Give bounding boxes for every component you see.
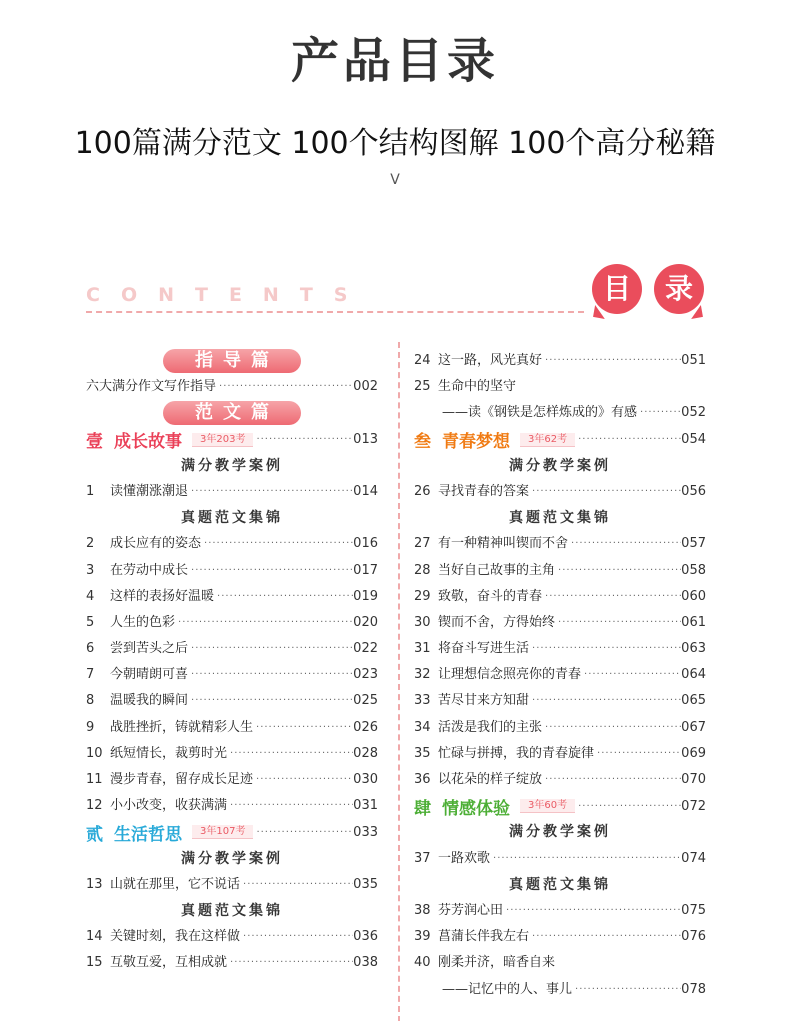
toc-title: 苦尽甘来方知甜: [438, 693, 530, 709]
section-heading: 真题范文集锦: [509, 510, 611, 527]
toc-page: 067: [681, 719, 706, 735]
toc-title: 这一路，风光真好: [438, 353, 543, 368]
toc-number: 8: [86, 693, 95, 709]
dot-leader: [529, 479, 681, 505]
toc-number: 1: [86, 483, 95, 499]
toc-title: 芬芳润心田: [438, 902, 504, 918]
toc-title: 忙碌与拼搏，我的青春旋律: [438, 745, 595, 761]
toc-number: 32: [414, 667, 431, 683]
dot-leader: [240, 924, 353, 950]
dot-leader: [529, 924, 681, 950]
toc-title: 战胜挫折，铸就精彩人生: [110, 719, 254, 735]
toc-number: 29: [414, 588, 431, 604]
toc-number: 37: [414, 850, 431, 866]
pill-row: [86, 348, 378, 374]
chapter-number: 叁: [414, 432, 431, 453]
dot-leader: [568, 531, 681, 557]
section-heading: 满分教学案例: [509, 824, 611, 841]
toc-page: 060: [681, 588, 706, 604]
chapter-badge: 3年203考: [192, 433, 253, 447]
toc-entry[interactable]: [414, 898, 706, 924]
toc-page: 074: [681, 850, 706, 866]
toc-page: 023: [353, 667, 378, 683]
chapter-number: 肆: [414, 798, 431, 819]
toc-entry-continuation[interactable]: [414, 977, 706, 1003]
toc-title: 一路欢歌: [438, 850, 491, 866]
toc-entry[interactable]: [414, 636, 706, 662]
bubble-lu-text: 录: [664, 272, 693, 305]
toc-number: 13: [86, 876, 103, 892]
dot-leader: [227, 741, 353, 767]
dot-leader: [253, 715, 353, 741]
toc-entry[interactable]: [86, 531, 378, 557]
toc-number: 10: [86, 745, 103, 761]
dot-leader: [572, 977, 681, 1003]
toc-entry[interactable]: [86, 584, 378, 610]
toc-page: 028: [353, 745, 378, 761]
toc-page: 033: [353, 824, 378, 840]
page-title: [285, 30, 505, 92]
dot-leader: [216, 374, 353, 400]
toc-number: 9: [86, 719, 95, 735]
toc-entry[interactable]: [86, 479, 378, 505]
toc-page: 020: [353, 614, 378, 630]
toc-page: 056: [681, 483, 706, 499]
toc-number: 26: [414, 483, 431, 499]
toc-page: 051: [681, 353, 706, 368]
chapter-number: 贰: [86, 824, 103, 845]
toc-title: 以花朵的样子绽放: [438, 772, 543, 787]
chapter-title: 生活哲思: [114, 824, 182, 845]
chapter-heading[interactable]: [414, 427, 706, 453]
toc-entry[interactable]: [414, 767, 706, 793]
bubble-mu-text: 目: [602, 272, 631, 305]
toc-title: 今朝晴朗可喜: [110, 667, 189, 683]
toc-list: [414, 531, 706, 793]
dot-leader: [175, 610, 353, 636]
toc-title: ——记忆中的人、事儿: [442, 981, 573, 997]
toc-number: 4: [86, 588, 95, 604]
toc-entry[interactable]: [414, 348, 706, 374]
chapter-heading[interactable]: [86, 427, 378, 453]
toc-title: 温暖我的瞬间: [110, 693, 189, 709]
toc-page: 052: [681, 405, 706, 421]
toc-number: 28: [414, 562, 431, 578]
toc-title: 菖蒲长伴我左右: [438, 929, 530, 945]
toc-page: 036: [353, 929, 378, 945]
toc-entry[interactable]: [86, 767, 378, 793]
toc-entry-continuation[interactable]: [414, 400, 706, 426]
toc-entry[interactable]: [414, 374, 706, 400]
toc-number: 2: [86, 536, 95, 552]
toc-entry[interactable]: [86, 636, 378, 662]
toc-page: 063: [681, 641, 706, 657]
toc-page: 038: [353, 955, 378, 971]
toc-title: 有一种精神叫锲而不舍: [438, 536, 569, 552]
dot-leader: [253, 827, 353, 838]
toc-entry[interactable]: [414, 558, 706, 584]
bubble-tail: [593, 305, 607, 319]
speech-bubble-lu: [654, 264, 704, 314]
toc-number: 15: [86, 955, 103, 971]
toc-page: 016: [353, 536, 378, 552]
toc-title: 关键时刻，我在这样做: [110, 929, 241, 945]
toc-entry[interactable]: [86, 793, 378, 819]
chapter-heading[interactable]: [414, 793, 706, 819]
chapter-badge: 3年107考: [192, 825, 253, 839]
dot-leader: [529, 636, 681, 662]
toc-page: 030: [353, 772, 378, 787]
toc-title: 六大满分作文写作指导: [86, 379, 217, 395]
page-title-text: 产品目录: [290, 33, 499, 89]
dot-leader: [555, 610, 681, 636]
toc-title: 刚柔并济，暗香自来: [438, 955, 556, 971]
bubble-tail: [689, 305, 703, 319]
toc-entry[interactable]: [86, 558, 378, 584]
toc-entry[interactable]: [414, 924, 706, 950]
dot-leader: [503, 898, 681, 924]
toc-number: 40: [414, 955, 431, 971]
dot-leader: [188, 662, 353, 688]
dot-leader: [575, 434, 681, 445]
toc-page: 014: [353, 483, 378, 499]
toc-entry[interactable]: [414, 846, 706, 872]
toc-page: 078: [681, 981, 706, 997]
toc-page: 061: [681, 614, 706, 630]
dot-leader: [253, 767, 353, 793]
page-subtitle: 100篇满分范文 100个结构图解 100个高分秘籍: [74, 126, 716, 161]
dot-leader: [201, 531, 353, 557]
dot-leader: [188, 479, 353, 505]
toc-title: 互敬互爱，互相成就: [110, 955, 228, 971]
toc-entry[interactable]: [414, 741, 706, 767]
toc-list: [86, 531, 378, 819]
dot-leader: [594, 741, 681, 767]
toc-number: 38: [414, 902, 431, 918]
toc-number: 33: [414, 693, 431, 709]
toc-page: 072: [681, 798, 706, 814]
toc-title: 漫步青春，留存成长足迹: [110, 772, 254, 787]
contents-label: CONTENTS: [86, 284, 369, 306]
toc-number: 25: [414, 379, 431, 395]
toc-number: 12: [86, 798, 103, 814]
toc-page: 075: [681, 902, 706, 918]
toc-number: 39: [414, 929, 431, 945]
dot-leader: [575, 801, 681, 812]
toc-title: 成长应有的姿态: [110, 536, 202, 552]
section-heading: 真题范文集锦: [181, 902, 283, 919]
toc-page: 057: [681, 536, 706, 552]
toc-page: 069: [681, 745, 706, 761]
section-pill-guide: 指导篇: [163, 349, 301, 373]
speech-bubble-mu: [592, 264, 642, 314]
dot-leader: [240, 872, 353, 898]
toc-page: 019: [353, 588, 378, 604]
toc-title: 让理想信念照亮你的青春: [438, 667, 582, 683]
toc-entry[interactable]: [86, 950, 378, 976]
toc-page: 070: [681, 772, 706, 787]
chapter-heading[interactable]: [86, 819, 378, 845]
toc-number: 24: [414, 353, 431, 368]
toc-title: 小小改变，收获满满: [110, 798, 228, 814]
chapter-badge: 3年60考: [520, 799, 575, 813]
toc-entry[interactable]: [414, 479, 706, 505]
toc-title: 尝到苦头之后: [110, 641, 189, 657]
dot-leader: [227, 793, 353, 819]
toc-title: ——读《钢铁是怎样炼成的》有感: [442, 405, 638, 421]
dot-leader: [227, 950, 353, 976]
toc-title: 致敬，奋斗的青春: [438, 588, 543, 604]
chapter-title: 成长故事: [114, 432, 182, 453]
toc-entry[interactable]: [86, 610, 378, 636]
toc-number: 11: [86, 772, 103, 787]
toc-page: 002: [353, 379, 378, 395]
toc-entry[interactable]: [414, 610, 706, 636]
toc-number: 3: [86, 562, 95, 578]
toc-title: 人生的色彩: [110, 614, 176, 630]
toc-entry[interactable]: [86, 662, 378, 688]
toc-entry[interactable]: [86, 872, 378, 898]
toc-number: 36: [414, 772, 431, 787]
toc-entry[interactable]: [414, 662, 706, 688]
dot-leader: [542, 767, 681, 793]
toc-title: 锲而不舍，方得始终: [438, 614, 556, 630]
dot-leader: [637, 400, 681, 426]
toc-page: 054: [681, 432, 706, 448]
toc-page: 064: [681, 667, 706, 683]
toc-number: 14: [86, 929, 103, 945]
dot-leader: [214, 584, 353, 610]
toc-title: 将奋斗写进生活: [438, 641, 530, 657]
toc-page: 065: [681, 693, 706, 709]
section-heading: 真题范文集锦: [509, 876, 611, 893]
section-pill-essays: 范文篇: [163, 401, 301, 425]
toc-number: 34: [414, 719, 431, 735]
dot-leader: [542, 584, 681, 610]
section-heading: 满分教学案例: [509, 457, 611, 474]
toc-title: 活泼是我们的主张: [438, 719, 543, 735]
toc-page: 058: [681, 562, 706, 578]
toc-title: 读懂潮涨潮退: [110, 483, 189, 499]
dot-leader: [581, 662, 681, 688]
toc-number: 31: [414, 641, 431, 657]
toc-page: 022: [353, 641, 378, 657]
toc-number: 27: [414, 536, 431, 552]
toc-entry[interactable]: [414, 950, 706, 976]
toc-number: 35: [414, 745, 431, 761]
section-heading: 真题范文集锦: [181, 510, 283, 527]
toc-entry[interactable]: [414, 688, 706, 714]
toc-title: 山就在那里，它不说话: [110, 876, 241, 892]
toc-number: 30: [414, 614, 431, 630]
dot-leader: [188, 558, 353, 584]
toc-entry[interactable]: [414, 715, 706, 741]
section-heading: 满分教学案例: [181, 850, 283, 867]
dot-leader: [188, 636, 353, 662]
toc-page: 026: [353, 719, 378, 735]
toc-page: 017: [353, 562, 378, 578]
chapter-title: 青春梦想: [442, 432, 510, 453]
column-divider: [398, 342, 400, 1021]
chapter-number: 壹: [86, 432, 103, 453]
toc-number: 6: [86, 641, 95, 657]
toc-title: 生命中的坚守: [438, 379, 517, 395]
toc-number: 7: [86, 667, 95, 683]
toc-title: 寻找青春的答案: [438, 483, 530, 499]
dot-leader: [490, 846, 681, 872]
toc-page: 035: [353, 876, 378, 892]
toc-entry[interactable]: [86, 374, 378, 400]
toc-entry[interactable]: [414, 531, 706, 557]
chapter-title: 情感体验: [442, 798, 510, 819]
toc-entry[interactable]: [86, 741, 378, 767]
dot-leader: [253, 434, 353, 445]
toc-title: 这样的表扬好温暖: [110, 588, 215, 604]
chapter-badge: 3年62考: [520, 433, 575, 447]
toc-page: 031: [353, 798, 378, 814]
toc-right-column: [414, 348, 706, 1003]
dot-leader: [529, 688, 681, 714]
toc-entry[interactable]: [414, 584, 706, 610]
toc-title: 当好自己故事的主角: [438, 562, 556, 578]
dot-leader: [542, 715, 681, 741]
dot-leader: [188, 688, 353, 714]
toc-entry[interactable]: [86, 688, 378, 714]
dot-leader: [555, 558, 681, 584]
contents-dashed-line: [86, 311, 584, 313]
toc-title: 在劳动中成长: [110, 562, 189, 578]
toc-page: 076: [681, 929, 706, 945]
toc-entry[interactable]: [86, 715, 378, 741]
toc-number: 5: [86, 614, 95, 630]
section-heading: 满分教学案例: [181, 457, 283, 474]
dot-leader: [542, 348, 681, 374]
toc-left-column: [86, 348, 378, 977]
toc-entry[interactable]: [86, 924, 378, 950]
toc-page: 013: [353, 432, 378, 448]
toc-title: 纸短情长，裁剪时光: [110, 745, 228, 761]
toc-page: 025: [353, 693, 378, 709]
title-wrap: [0, 30, 790, 92]
pill-row: [86, 400, 378, 426]
chevron-down-icon: V: [390, 172, 400, 188]
